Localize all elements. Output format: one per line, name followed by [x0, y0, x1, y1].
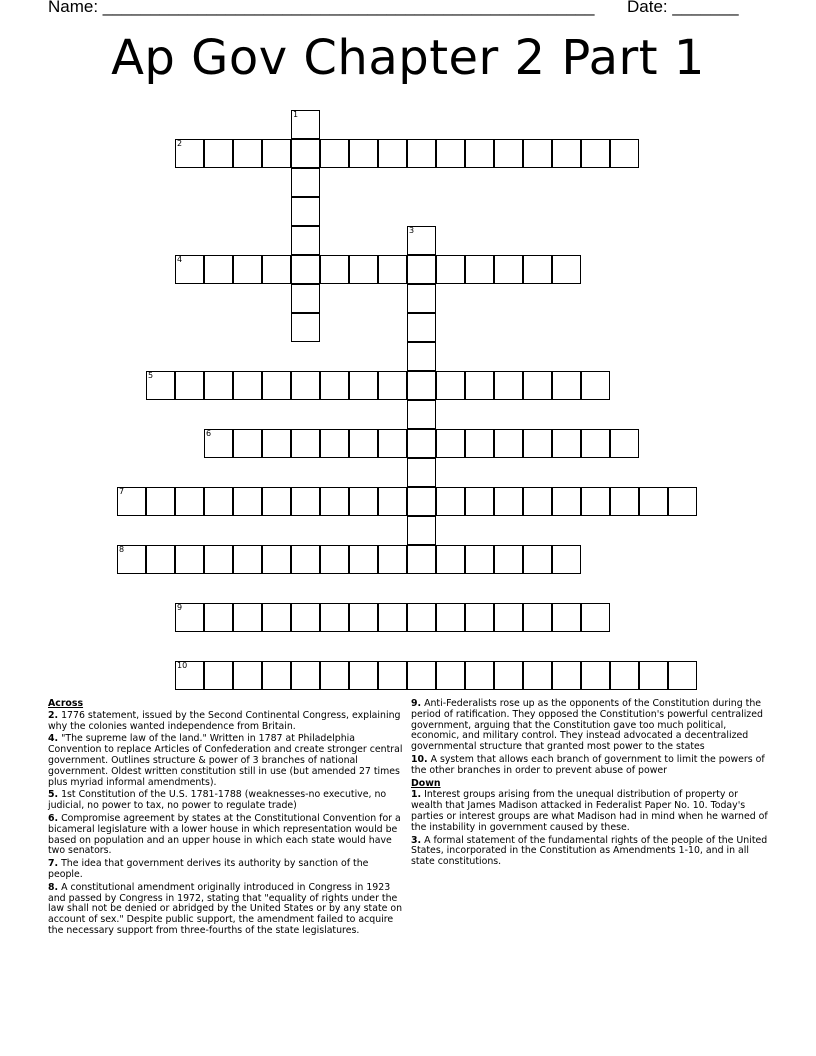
clue-text: Anti-Federalists rose up as the opponents of the Constitution during the period of ratification. They opposed the Constitution's powerful centralized government, arguing that the Constitution gave too much political, economic, and military control. They instead advocated a decentralized governmental structure that granted most power to the states	[411, 698, 763, 753]
crossword-cell[interactable]	[320, 429, 349, 458]
crossword-cell[interactable]	[349, 139, 378, 168]
crossword-cell[interactable]	[407, 342, 436, 371]
crossword-cell[interactable]	[407, 371, 436, 400]
crossword-cell[interactable]	[175, 487, 204, 516]
clues-left-column	[48, 699, 404, 939]
crossword-cell[interactable]	[552, 139, 581, 168]
clue-text: A constitutional amendment originally introduced in Congress in 1923 and passed by Congress in 1972, stating that "equality of rights under the law shall not be denied or abridged by the United States or by any state on account of sex." Despite public support, the amendment failed to acquire the necessary support from three-fourths of the state legislatures.	[48, 881, 403, 936]
crossword-cell[interactable]	[291, 139, 320, 168]
crossword-cell[interactable]	[523, 545, 552, 574]
crossword-cell[interactable]	[494, 139, 523, 168]
clues-right-column	[411, 699, 771, 870]
crossword-cell[interactable]	[610, 661, 639, 690]
crossword-cell[interactable]	[494, 545, 523, 574]
crossword-cell[interactable]	[204, 139, 233, 168]
crossword-cell[interactable]	[320, 603, 349, 632]
crossword-cell[interactable]	[233, 429, 262, 458]
crossword-cell[interactable]	[320, 661, 349, 690]
crossword-cell[interactable]	[436, 487, 465, 516]
crossword-cell[interactable]	[407, 458, 436, 487]
crossword-cell[interactable]	[262, 661, 291, 690]
clue-number: 3.	[411, 834, 422, 846]
crossword-cell[interactable]	[552, 255, 581, 284]
crossword-cell[interactable]	[349, 371, 378, 400]
clue-down-1	[411, 790, 771, 833]
crossword-cell[interactable]	[291, 110, 320, 139]
clue-number: 10.	[411, 753, 428, 765]
clue-number: 9.	[411, 698, 422, 709]
crossword-cell[interactable]	[204, 255, 233, 284]
crossword-cell[interactable]	[523, 603, 552, 632]
crossword-cell[interactable]	[291, 371, 320, 400]
cell-number: 1	[293, 110, 299, 119]
crossword-cell[interactable]	[291, 603, 320, 632]
crossword-cell[interactable]	[610, 429, 639, 458]
date-field: Date: _______	[627, 0, 739, 16]
crossword-cell[interactable]	[465, 661, 494, 690]
clue-number: 6.	[48, 812, 59, 824]
clue-number: 2.	[48, 709, 59, 721]
crossword-cell[interactable]	[378, 371, 407, 400]
crossword-cell[interactable]	[581, 371, 610, 400]
crossword-cell[interactable]	[291, 255, 320, 284]
down-heading: Down	[411, 777, 441, 789]
crossword-cell[interactable]	[262, 603, 291, 632]
crossword-cell[interactable]	[581, 429, 610, 458]
crossword-cell[interactable]	[204, 371, 233, 400]
crossword-cell[interactable]	[523, 255, 552, 284]
crossword-cell[interactable]	[117, 487, 146, 516]
crossword-cell[interactable]	[378, 255, 407, 284]
crossword-cell[interactable]	[407, 255, 436, 284]
crossword-cell[interactable]	[146, 371, 175, 400]
crossword-cell[interactable]	[494, 603, 523, 632]
crossword-cell[interactable]	[175, 139, 204, 168]
crossword-cell[interactable]	[291, 545, 320, 574]
crossword-cell[interactable]	[407, 284, 436, 313]
crossword-cell[interactable]	[465, 139, 494, 168]
crossword-cell[interactable]	[349, 487, 378, 516]
crossword-cell[interactable]	[117, 545, 146, 574]
cell-number: 8	[119, 545, 125, 554]
crossword-cell[interactable]	[407, 139, 436, 168]
crossword-cell[interactable]	[552, 487, 581, 516]
crossword-cell[interactable]	[204, 545, 233, 574]
cell-number: 4	[177, 255, 183, 264]
crossword-cell[interactable]	[581, 139, 610, 168]
clue-across-4	[48, 734, 404, 788]
crossword-cell[interactable]	[407, 545, 436, 574]
crossword-cell[interactable]	[175, 603, 204, 632]
crossword-cell[interactable]	[407, 226, 436, 255]
crossword-cell[interactable]	[494, 429, 523, 458]
cell-number: 6	[206, 429, 212, 438]
clue-across-8	[48, 883, 404, 937]
clue-across-7	[48, 859, 404, 881]
clue-across-2	[48, 711, 404, 733]
crossword-cell[interactable]	[668, 661, 697, 690]
clue-number: 1.	[411, 789, 422, 801]
crossword-cell[interactable]	[552, 429, 581, 458]
crossword-cell[interactable]	[552, 545, 581, 574]
crossword-cell[interactable]	[407, 516, 436, 545]
crossword-cell[interactable]	[175, 661, 204, 690]
clue-number: 8.	[48, 881, 59, 893]
crossword-cell[interactable]	[552, 661, 581, 690]
crossword-cell[interactable]	[436, 603, 465, 632]
crossword-cell[interactable]	[494, 487, 523, 516]
page-title: Ap Gov Chapter 2 Part 1	[111, 30, 705, 86]
crossword-cell[interactable]	[378, 429, 407, 458]
clue-text: The idea that government derives its authority by sanction of the people.	[48, 858, 369, 880]
crossword-cell[interactable]	[668, 487, 697, 516]
crossword-cell[interactable]	[436, 255, 465, 284]
crossword-cell[interactable]	[291, 197, 320, 226]
crossword-cell[interactable]	[436, 545, 465, 574]
crossword-cell[interactable]	[233, 139, 262, 168]
crossword-cell[interactable]	[262, 545, 291, 574]
crossword-cell[interactable]	[378, 487, 407, 516]
crossword-cell[interactable]	[465, 429, 494, 458]
cell-number: 7	[119, 487, 125, 496]
clue-text: 1776 statement, issued by the Second Continental Congress, explaining why the colonies wanted independence from Britain.	[48, 709, 401, 732]
crossword-cell[interactable]	[262, 371, 291, 400]
crossword-cell[interactable]	[233, 487, 262, 516]
across-heading: Across	[48, 698, 84, 709]
crossword-cell[interactable]	[639, 661, 668, 690]
crossword-cell[interactable]	[291, 313, 320, 342]
clue-number: 7.	[48, 858, 59, 870]
crossword-cell[interactable]	[494, 255, 523, 284]
crossword-cell[interactable]	[349, 429, 378, 458]
crossword-cell[interactable]	[204, 603, 233, 632]
crossword-cell[interactable]	[291, 284, 320, 313]
crossword-cell[interactable]	[320, 371, 349, 400]
cell-number: 10	[177, 661, 188, 670]
crossword-cell[interactable]	[175, 255, 204, 284]
crossword-cell[interactable]	[291, 661, 320, 690]
crossword-cell[interactable]	[610, 487, 639, 516]
crossword-cell[interactable]	[407, 313, 436, 342]
crossword-cell[interactable]	[407, 429, 436, 458]
crossword-cell[interactable]	[552, 603, 581, 632]
crossword-cell[interactable]	[349, 661, 378, 690]
crossword-cell[interactable]	[465, 255, 494, 284]
crossword-cell[interactable]	[378, 545, 407, 574]
crossword-cell[interactable]	[465, 545, 494, 574]
clue-text: Interest groups arising from the unequal distribution of property or wealth that James Madison attacked in Federalist Paper No. 10. Today's parties or interest groups are what Madison had in mind when he warned of the instability in government caused by these.	[411, 789, 768, 833]
crossword-cell[interactable]	[465, 487, 494, 516]
crossword-cell[interactable]	[146, 487, 175, 516]
crossword-cell[interactable]	[436, 139, 465, 168]
crossword-cell[interactable]	[436, 661, 465, 690]
crossword-cell[interactable]	[523, 371, 552, 400]
crossword-cell[interactable]	[291, 168, 320, 197]
crossword-cell[interactable]	[349, 603, 378, 632]
crossword-cell[interactable]	[175, 545, 204, 574]
crossword-cell[interactable]	[320, 487, 349, 516]
crossword-cell[interactable]	[233, 603, 262, 632]
crossword-cell[interactable]	[581, 603, 610, 632]
clue-across-6	[48, 814, 404, 857]
crossword-cell[interactable]	[465, 603, 494, 632]
crossword-cell[interactable]	[523, 661, 552, 690]
clue-text: A formal statement of the fundamental rights of the people of the United States, incorporated in the Constitution as Amendments 1-10, and in all state constitutions.	[411, 834, 768, 868]
crossword-cell[interactable]	[262, 255, 291, 284]
crossword-cell[interactable]	[523, 487, 552, 516]
crossword-cell[interactable]	[378, 603, 407, 632]
crossword-cell[interactable]	[494, 661, 523, 690]
crossword-cell[interactable]	[291, 487, 320, 516]
crossword-cell[interactable]	[204, 661, 233, 690]
clue-text: 1st Constitution of the U.S. 1781-1788 (weaknesses-no executive, no judicial, no power to tax, no power to regulate trade)	[48, 789, 387, 812]
cell-number: 3	[409, 226, 415, 235]
crossword-cell[interactable]	[320, 545, 349, 574]
crossword-cell[interactable]	[146, 545, 175, 574]
clue-text: A system that allows each branch of government to limit the powers of the other branches in order to prevent abuse of power	[411, 753, 765, 776]
crossword-cell[interactable]	[262, 139, 291, 168]
cell-number: 2	[177, 139, 183, 148]
crossword-cell[interactable]	[610, 139, 639, 168]
crossword-cell[interactable]	[291, 226, 320, 255]
crossword-cell[interactable]	[639, 487, 668, 516]
crossword-cell[interactable]	[349, 545, 378, 574]
crossword-cell[interactable]	[233, 545, 262, 574]
clue-across-9	[411, 699, 771, 753]
cell-number: 5	[148, 371, 154, 380]
crossword-cell[interactable]	[233, 371, 262, 400]
crossword-cell[interactable]	[436, 429, 465, 458]
crossword-cell[interactable]	[204, 429, 233, 458]
cell-number: 9	[177, 603, 183, 612]
crossword-cell[interactable]	[581, 487, 610, 516]
crossword-cell[interactable]	[378, 139, 407, 168]
crossword-cell[interactable]	[233, 255, 262, 284]
crossword-cell[interactable]	[581, 661, 610, 690]
crossword-cell[interactable]	[523, 429, 552, 458]
clue-down-3	[411, 836, 771, 868]
clue-across-5	[48, 790, 404, 812]
crossword-cell[interactable]	[407, 487, 436, 516]
crossword-cell[interactable]	[494, 371, 523, 400]
crossword-cell[interactable]	[407, 661, 436, 690]
crossword-cell[interactable]	[465, 371, 494, 400]
clue-across-10	[411, 755, 771, 777]
clue-number: 5.	[48, 789, 59, 801]
crossword-cell[interactable]	[378, 661, 407, 690]
name-field: Name: ____________________________________________________	[48, 0, 595, 16]
crossword-cell[interactable]	[291, 429, 320, 458]
crossword-cell[interactable]	[262, 487, 291, 516]
crossword-cell[interactable]	[552, 371, 581, 400]
crossword-cell[interactable]	[407, 603, 436, 632]
crossword-cell[interactable]	[233, 661, 262, 690]
crossword-cell[interactable]	[320, 255, 349, 284]
clue-text: "The supreme law of the land." Written in 1787 at Philadelphia Convention to replace Articles of Confederation and create stronger central government. Outlines structure & power of 3 branches of national government. Oldest written constitution still in use (but amended 27 times plus myriad informal amendments).	[48, 733, 403, 788]
crossword-cell[interactable]	[175, 371, 204, 400]
crossword-cell[interactable]	[407, 400, 436, 429]
crossword-cell[interactable]	[262, 429, 291, 458]
clue-text: Compromise agreement by states at the Constitutional Convention for a bicameral legislature with a lower house in which representation would be based on population and an upper house in which each state would have two senators.	[48, 812, 401, 857]
clue-number: 4.	[48, 733, 59, 745]
crossword-cell[interactable]	[436, 371, 465, 400]
crossword-cell[interactable]	[204, 487, 233, 516]
crossword-cell[interactable]	[523, 139, 552, 168]
crossword-cell[interactable]	[349, 255, 378, 284]
crossword-cell[interactable]	[320, 139, 349, 168]
